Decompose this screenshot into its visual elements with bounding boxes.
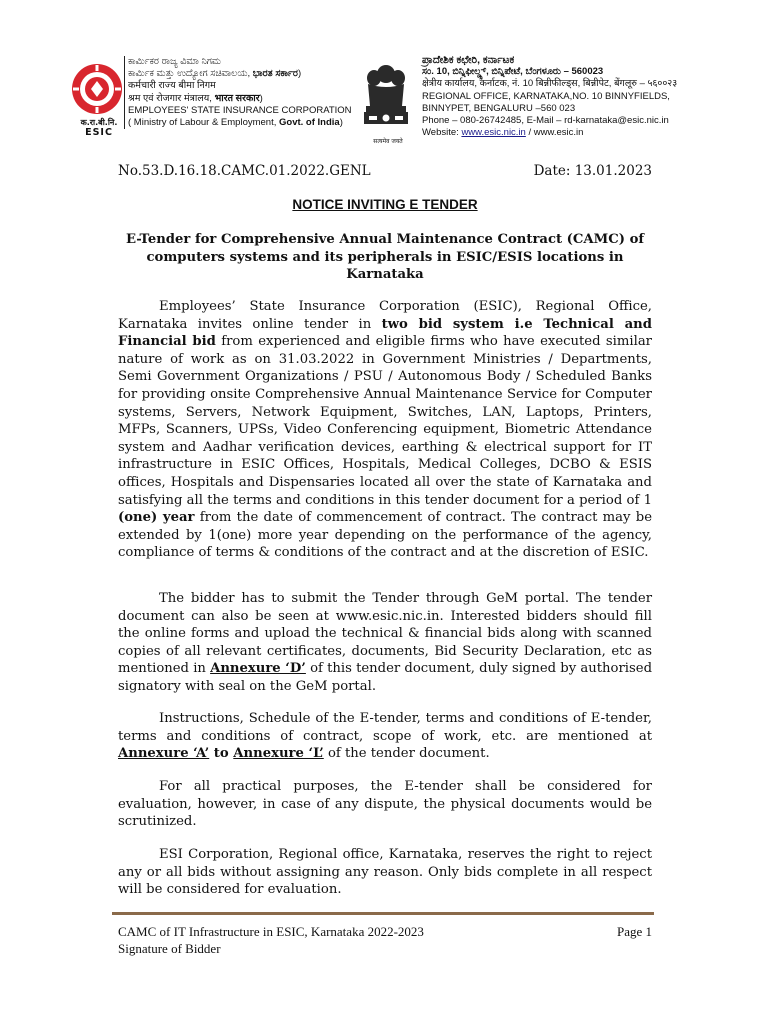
address-line-english-1: REGIONAL OFFICE, KARNATAKA,NO. 10 BINNYFIELDS, [422, 90, 670, 102]
notice-date: Date: 13.01.2023 [533, 163, 652, 179]
para5-text: ESI Corporation, Regional office, Karnataka, reserves the right to reject any or all bids without assigning any reason. Only bids complete in all respect will be considered for evaluation. [118, 847, 652, 898]
org-name-block [124, 56, 364, 129]
paragraph-instructions [118, 710, 652, 763]
website-link[interactable]: www.esic.nic.in [461, 127, 526, 139]
reference-number: No.53.D.16.18.CAMC.01.2022.GENL [118, 163, 371, 179]
para2-annexure-d: Annexure ‘D’ [210, 661, 306, 677]
footer-document-title: CAMC of IT Infrastructure in ESIC, Karnataka 2022-2023 [118, 924, 424, 939]
paren: ) [339, 117, 343, 129]
logo-caption [74, 118, 124, 138]
paragraph-evaluation [118, 778, 652, 831]
website-line [422, 127, 722, 139]
national-emblem-icon [360, 60, 412, 142]
address-line-english-2: BINNYPET, BENGALURU –560 023 [422, 102, 576, 114]
govt-hindi-text: भारत सरकार [214, 92, 260, 104]
para1-text-e: from the date of commencement of contract. The contract may be extended by 1(one) more year depending on the performance of the agency, compliance of terms & conditions of the contract and at the discretion of ESIC. [118, 510, 653, 561]
ministry-hindi-text: श्रम एवं रोजगार मंत्रालय, [128, 92, 215, 104]
page-footer [118, 923, 652, 957]
ministry-kannada-text: ಕಾರ್ಮಿಕ ಮತ್ತು ಉದ್ಯೋಗ ಸಚಿವಾಲಯ, [128, 68, 253, 80]
footer-divider [112, 912, 654, 915]
para3-annexure-l: Annexure ‘L’ [233, 746, 324, 762]
ministry-english-text: ( Ministry of Labour & Employment, [128, 117, 279, 129]
org-line-hindi: कर्मचारी राज्य बीमा निगम [124, 80, 364, 92]
logo-caption-esic: ESIC [85, 127, 113, 138]
notice-title: NOTICE INVITING E TENDER [292, 197, 478, 212]
footer-signature-label: Signature of Bidder [118, 941, 221, 956]
paragraph-invitation [118, 298, 652, 562]
para1-period: (one) year [118, 510, 195, 526]
esic-logo-icon [70, 62, 124, 116]
para2-text-a: The bidder has to submit the Tender through GeM portal. The tender document can also be seen at www.esic.nic.in. Interested bidders should fill the online forms and upload the technical & financial bids along with scanned copies of all relevant certificates, documents, Bid Security Declaration, etc as mentioned in [118, 591, 652, 677]
paren: ) [297, 68, 302, 80]
para1-text-c: from experienced and eligible firms who have executed similar nature of work as on 31.03.2022 in Government Ministries / Departments, Semi Government Organizations / PSU / Autonomous Body / Scheduled Banks for providing onsite Comprehensive Annual Maintenance Service for Computer systems, Servers, Network Equipment, Switches, LAN, Laptops, Printers, MFPs, Scanners, UPSs, Video Conferencing equipment, Biometric Attendance system and Aadhar verification devices, earthing & electrical support for IT infrastructure in ESIC Offices, Hospitals, Medical Colleges, DCBO & ESIS offices, Hospitals and Dispensaries located all over the state of Karnataka and satisfying all the terms and conditions in this tender document for a period of 1 [118, 334, 652, 508]
website-label: Website: [422, 127, 462, 139]
logo-caption-hindi: क.रा.बी.नि. [80, 118, 118, 127]
address-line-kannada: ಸಂ. 10, ಬಿನ್ನಿಫೀಲ್ಡ್ಸ್, ಬಿನ್ನಿಪೇಟೆ, ಬೆಂಗಳೂರು – 560023 [422, 66, 604, 78]
office-address-block [422, 54, 722, 139]
org-line-english: EMPLOYEES' STATE INSURANCE CORPORATION [124, 105, 364, 117]
tender-subject: E-Tender for Comprehensive Annual Maintenance Contract (CAMC) of computers systems and its peripherals in ESIC/ESIS locations in Karnataka [125, 232, 645, 282]
office-line-kannada: ಪ್ರಾದೇಶಿಕ ಕಛೇರಿ, ಕರ್ನಾಟಕ [422, 54, 515, 66]
paragraph-rights [118, 846, 652, 899]
govt-kannada-text: ಭಾರತ ಸರ್ಕಾರ [252, 68, 298, 80]
para2-text-c: of this tender document, duly signed by authorised signatory with seal on the GeM portal. [118, 661, 653, 694]
para3-text-e: of the tender document. [323, 746, 490, 762]
ministry-line-kannada [124, 68, 364, 80]
contact-line: Phone – 080-26742485, E-Mail – rd-karnataka@esic.nic.in [422, 115, 669, 127]
paren: ) [259, 92, 263, 104]
para1-text-a: Employees’ State Insurance Corporation (ESIC), Regional Office, Karnataka invites online tender in [118, 299, 652, 332]
ministry-line-english [124, 117, 364, 129]
address-line-hindi: क्षेत्रीय कार्यालय, कर्नाटक, नं. 10 बिन्नीफील्ड्स, बिन्नीपेट, बेंगलूरु – ५६००२३ [422, 78, 678, 90]
para1-bid-system: two bid system i.e Technical and Financial bid [118, 316, 652, 350]
govt-english-text: Govt. of India [279, 117, 340, 129]
para3-annexure-a: Annexure ‘A’ [118, 746, 210, 762]
ministry-line-hindi [124, 93, 364, 105]
letterhead [0, 0, 770, 150]
paragraph-submission [118, 590, 652, 696]
para3-to: to [209, 746, 234, 762]
org-line-kannada: ಕಾರ್ಮಿಕರ ರಾಜ್ಯ ವಿಮಾ ನಿಗಮ [124, 56, 364, 68]
page-number: Page 1 [616, 924, 652, 939]
emblem-motto: सत्यमेव जयते [373, 138, 403, 145]
website-alt: / www.esic.in [525, 127, 584, 139]
para4-text: For all practical purposes, the E-tender shall be considered for evaluation, however, in case of any dispute, the physical documents would be scrutinized. [118, 779, 652, 830]
para3-text-a: Instructions, Schedule of the E-tender, terms and conditions of E-tender, terms and conditions of contract, scope of work, etc. are mentioned at [118, 711, 652, 744]
